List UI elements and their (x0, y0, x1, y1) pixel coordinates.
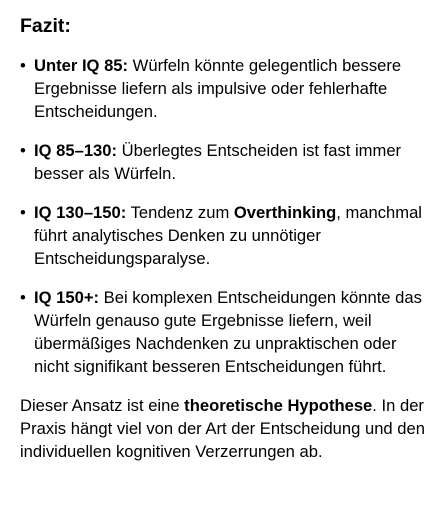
item-label: IQ 85–130: (34, 141, 118, 160)
item-emphasis: Overthinking (233, 203, 337, 222)
bullet-marker: • (20, 288, 26, 307)
conclusion-emphasis: theoretische Hypothese (184, 396, 373, 415)
item-label: IQ 130–150: (34, 203, 127, 222)
list-item-130-150 (20, 201, 430, 270)
bullet-marker: • (20, 203, 26, 222)
conclusion-text: Dieser Ansatz ist eine (20, 396, 185, 415)
item-text: Bei komplexen Entscheidungen könnte das Würfeln genauso gute Ergebnisse liefern, weil übermäßiges Nachdenken zu unpraktischen oder nicht signifikant besseren Entscheidungen führt. (34, 288, 422, 376)
bullet-marker: • (20, 141, 26, 160)
list-item-under-85 (20, 54, 430, 123)
bullet-list (20, 54, 430, 378)
item-text: Überlegtes Entscheiden ist fast immer besser als Würfeln. (34, 141, 402, 183)
list-item-85-130 (20, 139, 430, 185)
list-item-150-plus (20, 286, 430, 378)
conclusion-text: . In der Praxis hängt viel von der Art der Entscheidung und den individuellen kognitiven Verzerrungen ab. (20, 396, 425, 461)
item-text: , manchmal führt analytisches Denken zu unnötiger Entscheidungsparalyse. (34, 203, 422, 268)
bullet-marker: • (20, 56, 26, 75)
section-heading: Fazit: (20, 15, 71, 37)
message-content (20, 14, 430, 480)
item-text: Würfeln könnte gelegentlich bessere Ergebnisse liefern als impulsive oder fehlerhafte Entscheidungen. (34, 56, 402, 121)
conclusion-paragraph (20, 394, 430, 463)
item-text: Tendenz zum (126, 203, 234, 222)
item-label: IQ 150+: (34, 288, 100, 307)
item-label: Unter IQ 85: (34, 56, 129, 75)
